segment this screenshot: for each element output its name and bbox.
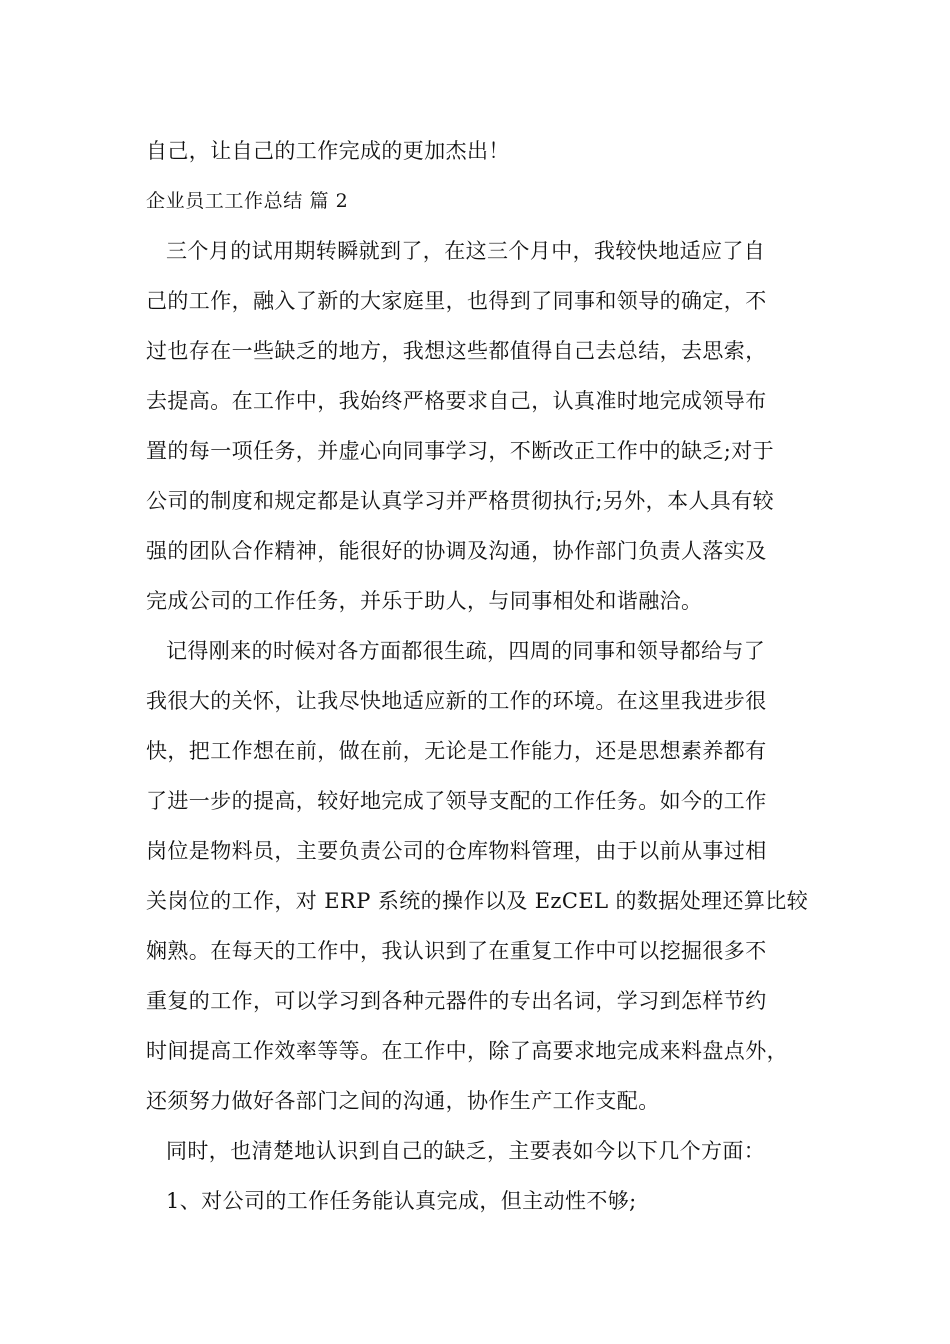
- text-line: 完成公司的工作任务，并乐于助人，与同事相处和谐融洽。: [146, 589, 703, 613]
- text-line: 岗位是物料员，主要负责公司的仓库物料管理，由于以前从事过相: [146, 839, 767, 863]
- text-line: 关岗位的工作，对 ERP 系统的操作以及 EzCEL 的数据处理还算比较: [146, 889, 809, 913]
- text-line: 时间提高工作效率等等。在工作中，除了高要求地完成来料盘点外，: [146, 1039, 788, 1063]
- text-line: 还须努力做好各部门之间的沟通，协作生产工作支配。: [146, 1089, 660, 1113]
- list-item: 1、对公司的工作任务能认真完成，但主动性不够;: [166, 1189, 637, 1213]
- text-line: 娴熟。在每天的工作中，我认识到了在重复工作中可以挖掘很多不: [146, 939, 767, 963]
- text-line: 三个月的试用期转瞬就到了，在这三个月中，我较快地适应了自: [166, 239, 766, 263]
- text-line: 记得刚来的时候对各方面都很生疏，四周的同事和领导都给与了: [166, 639, 766, 663]
- text-line: 置的每一项任务，并虚心向同事学习，不断改正工作中的缺乏;对于: [146, 439, 775, 463]
- text-line: 重复的工作，可以学习到各种元器件的专出名词，学习到怎样节约: [146, 989, 767, 1013]
- text-line: 公司的制度和规定都是认真学习并严格贯彻执行;另外，本人具有较: [146, 489, 775, 513]
- text-line: 己的工作，融入了新的大家庭里，也得到了同事和领导的确定，不: [146, 289, 767, 313]
- text-line: 去提高。在工作中，我始终严格要求自己，认真准时地完成领导布: [146, 389, 767, 413]
- text-line: 强的团队合作精神，能很好的协调及沟通，协作部门负责人落实及: [146, 539, 767, 563]
- text-line: 了进一步的提高，较好地完成了领导支配的工作任务。如今的工作: [146, 789, 767, 813]
- section-heading: 企业员工工作总结 篇 2: [146, 190, 349, 212]
- text-line: 同时，也清楚地认识到自己的缺乏，主要表如今以下几个方面：: [166, 1139, 766, 1163]
- text-line: 我很大的关怀，让我尽快地适应新的工作的环境。在这里我进步很: [146, 689, 767, 713]
- text-line: 过也存在一些缺乏的地方，我想这些都值得自己去总结，去思索，: [146, 339, 767, 363]
- text-line: 自己，让自己的工作完成的更加杰出！: [146, 139, 510, 163]
- text-line: 快，把工作想在前，做在前，无论是工作能力，还是思想素养都有: [146, 739, 767, 763]
